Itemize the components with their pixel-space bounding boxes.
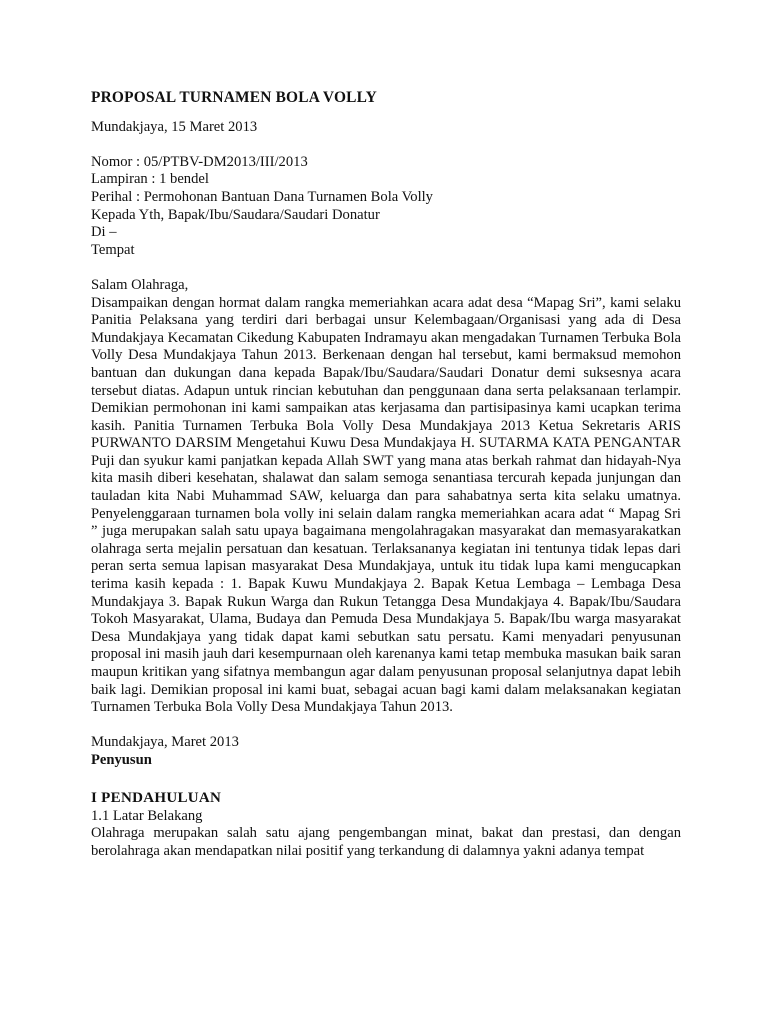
subsection-heading: 1.1 Latar Belakang [91, 807, 203, 824]
closing-place: Mundakjaya, Maret 2013 [91, 734, 239, 751]
spacer [91, 770, 681, 788]
letter-attachment: Lampiran : 1 bendel [91, 171, 209, 188]
spacer [91, 136, 681, 154]
document-page [91, 89, 681, 861]
letter-at: Di – [91, 224, 117, 241]
closing-role: Penyusun [91, 751, 152, 768]
spacer [91, 259, 681, 277]
spacer [91, 717, 681, 735]
letter-number: Nomor : 05/PTBV-DM2013/III/2013 [91, 153, 308, 170]
place-date: Mundakjaya, 15 Maret 2013 [91, 118, 258, 135]
letter-place: Tempat [91, 241, 135, 258]
body-paragraph: Disampaikan dengan hormat dalam rangka memeriahkan acara adat desa “Mapag Sri”, kami selaku Panitia Pelaksana yang terdiri dari berbagai unsur Kelembagaan/Organisasi yang ada di Desa Mundakjaya Kecamatan Cikedung Kabupaten Indramayu akan mengadakan Turnamen Terbuka Bola Volly Desa Mundakjaya Tahun 2013. Berkenaan dengan hal tersebut, kami bermaksud memohon bantuan dan dukungan dana kepada Bapak/Ibu/Saudara/Saudari Donatur demi suksesnya acara tersebut diatas. Adapun untuk rincian kebutuhan dan penggunaan dana serta pelaksanaan terlampir. Demikian permohonan ini kami sampaikan atas kerjasama dan partisipasinya kami ucapkan terima kasih. Panitia Turnamen Terbuka Bola Volly Desa Mundakjaya 2013 Ketua Sekretaris ARIS PURWANTO DARSIM Mengetahui Kuwu Desa Mundakjaya H. SUTARMA KATA PENGANTAR Puji dan syukur kami panjatkan kepada Allah SWT yang mana atas berkah rahmat dan hidayah-Nya kita masih diberi kesehatan, shalawat dan salam semoga senantiasa tercurah kepada junjungan dan tauladan kita Nabi Muhammad SAW, keluarga dan para sahabatnya serta kita selaku umatnya. Penyelenggaraan turnamen bola volly ini selain dalam rangka memeriahkan acara adat “ Mapag Sri ” juga merupakan salah satu upaya bagaimana mengolahragakan masyarakat dan memasyarakatkan olahraga serta mejalin persatuan dan kesatuan. Terlaksananya kegiatan ini tentunya tidak lepas dari peran serta semua lapisan masyarakat Desa Mundakjaya, untuk itu tidak lupa kami mengucapkan terima kasih kepada : 1. Bapak Kuwu Mundakjaya 2. Bapak Ketua Lembaga – Lembaga Desa Mundakjaya 3. Bapak Rukun Warga dan Rukun Tetangga Desa Mundakjaya 4. Bapak/Ibu/Saudara Tokoh Masyarakat, Ulama, Budaya dan Pemuda Desa Mundakjaya 5. Bapak/Ibu warga masyarakat Desa Mundakjaya yang tidak dapat kami sebutkan satu persatu. Kami menyadari penyusunan proposal ini masih jauh dari kesempurnaan oleh karenanya kami tetap membuka masukan baik saran maupun kritikan yang sifatnya membangun agar dalam penyusunan proposal selanjutnya dapat lebih baik lagi. Demikian proposal ini kami buat, sebagai acuan bagi kami dalam melaksanakan kegiatan Turnamen Terbuka Bola Volly Desa Mundakjaya Tahun 2013. [91, 294, 681, 716]
document-title: PROPOSAL TURNAMEN BOLA VOLLY [91, 89, 377, 106]
letter-recipient: Kepada Yth, Bapak/Ibu/Saudara/Saudari Donatur [91, 206, 380, 223]
letter-subject: Perihal : Permohonan Bantuan Dana Turnamen Bola Volly [91, 188, 433, 205]
section-heading: I PENDAHULUAN [91, 790, 222, 807]
greeting: Salam Olahraga, [91, 276, 189, 293]
section-paragraph: Olahraga merupakan salah satu ajang pengembangan minat, bakat dan prestasi, dan dengan berolahraga akan mendapatkan nilai positif yang terkandung di dalamnya yakni adanya tempat [91, 825, 681, 859]
